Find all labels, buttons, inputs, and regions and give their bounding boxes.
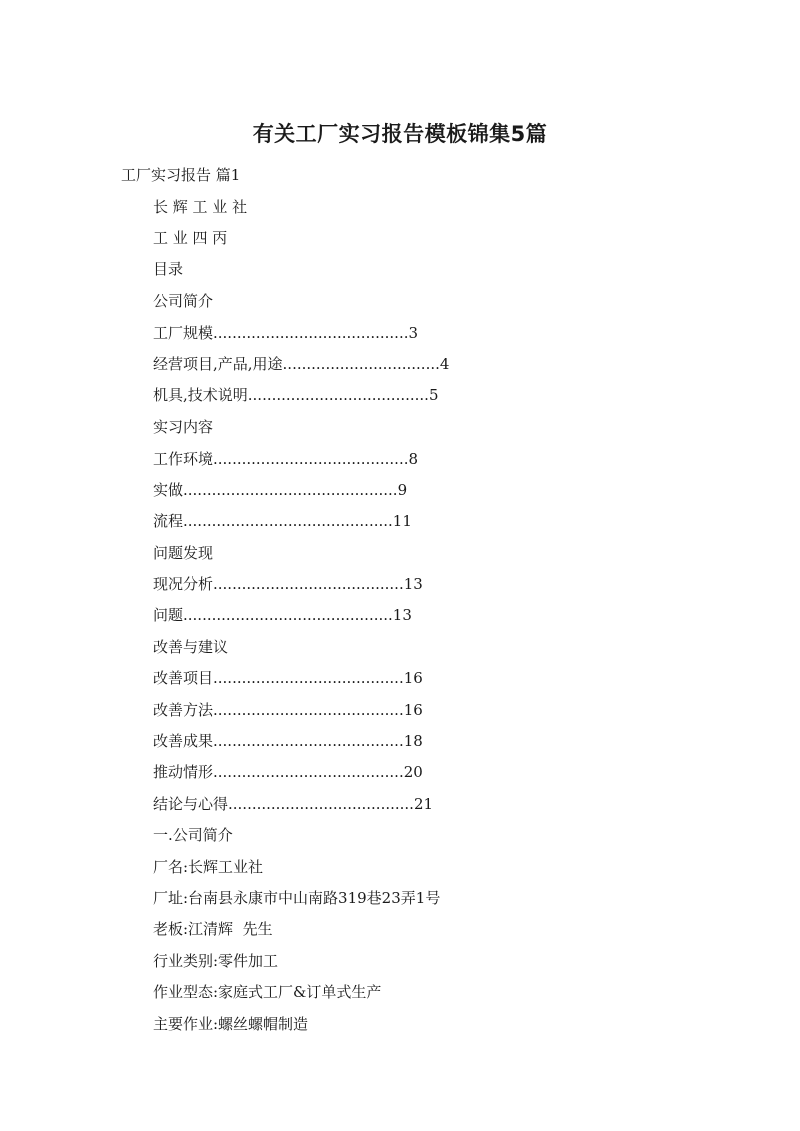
toc-entry: 现况分析........................................13 <box>153 575 423 593</box>
body-line: 厂址:台南县永康市中山南路319巷23弄1号 <box>153 889 441 907</box>
toc-heading-item: 改善与建议 <box>153 638 229 656</box>
section-heading: 工厂实习报告 篇1 <box>121 166 241 184</box>
toc-heading: 目录 <box>153 260 184 278</box>
toc-entry: 实做.............................................9 <box>153 481 408 499</box>
body-heading: 一.公司简介 <box>153 826 233 844</box>
company-name: 长 辉 工 业 社 <box>153 198 248 216</box>
toc-entry: 推动情形........................................20 <box>153 763 423 781</box>
toc-heading-item: 公司简介 <box>153 292 214 310</box>
toc-entry: 结论与心得.......................................21 <box>153 795 434 813</box>
toc-entry: 工厂规模.........................................3 <box>153 324 419 342</box>
class-name: 工 业 四 丙 <box>153 229 228 247</box>
body-line: 老板:江清辉 先生 <box>153 920 273 938</box>
body-line: 行业类别:零件加工 <box>153 952 279 970</box>
toc-entry: 改善项目........................................16 <box>153 669 423 687</box>
body-line: 作业型态:家庭式工厂&订单式生产 <box>153 983 382 1001</box>
toc-entry: 经营项目,产品,用途.................................4 <box>153 355 450 373</box>
toc-entry: 流程............................................11 <box>153 512 412 530</box>
body-line: 主要作业:螺丝螺帽制造 <box>153 1015 309 1033</box>
toc-entry: 改善成果........................................18 <box>153 732 423 750</box>
toc-entry: 改善方法........................................16 <box>153 701 423 719</box>
toc-entry: 机具,技术说明......................................5 <box>153 386 439 404</box>
toc-heading-item: 问题发现 <box>153 544 214 562</box>
body-line: 厂名:长辉工业社 <box>153 858 264 876</box>
toc-heading-item: 实习内容 <box>153 418 214 436</box>
document-title: 有关工厂实习报告模板锦集5篇 <box>252 122 548 146</box>
toc-entry: 工作环境.........................................8 <box>153 450 419 468</box>
toc-entry: 问题............................................13 <box>153 606 412 624</box>
